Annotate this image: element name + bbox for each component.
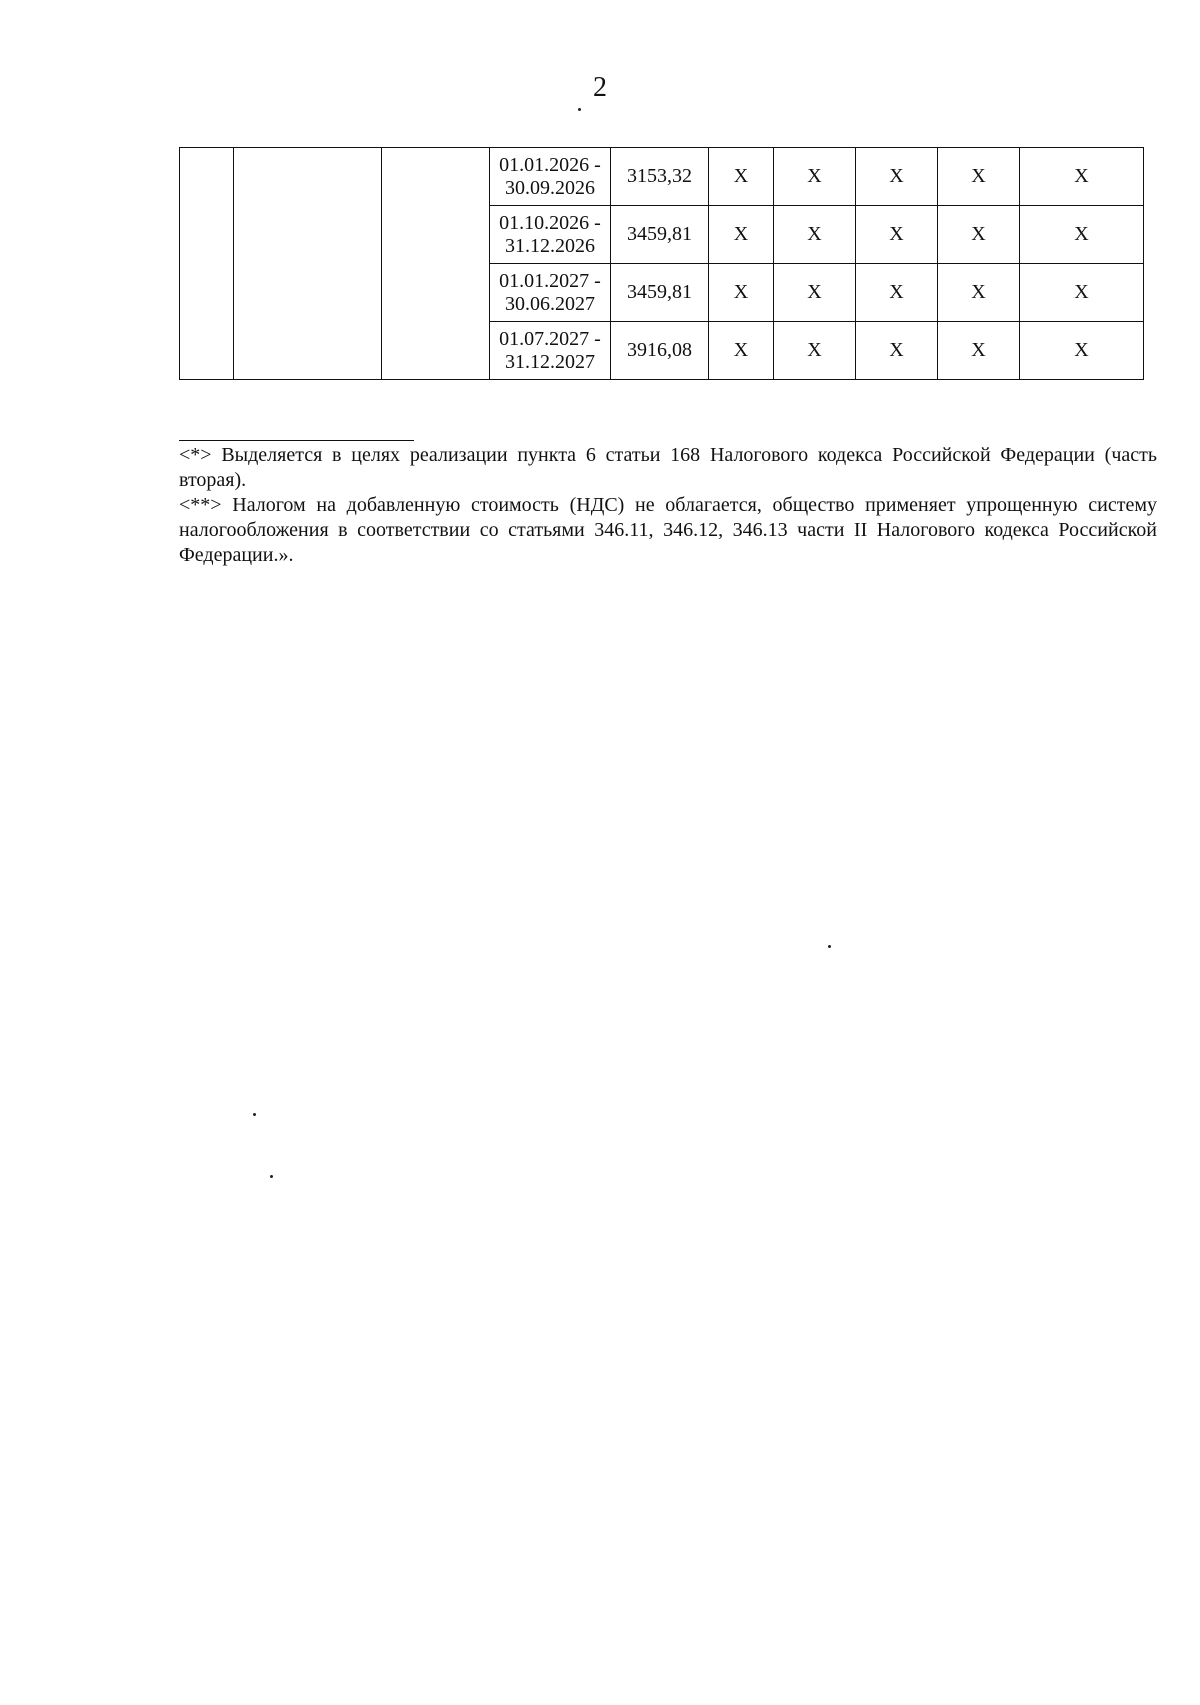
period-start: 01.01.2027 -	[499, 269, 601, 292]
mark-cell: X	[709, 148, 774, 206]
mark-cell: X	[856, 206, 938, 264]
price-cell: 3459,81	[611, 206, 709, 264]
price-cell: 3153,32	[611, 148, 709, 206]
table-row	[180, 148, 1144, 206]
period-end: 30.06.2027	[505, 292, 595, 315]
mark-cell: X	[774, 206, 856, 264]
period-end: 31.12.2026	[505, 234, 595, 257]
mark-cell: X	[709, 322, 774, 380]
mark-cell: X	[938, 148, 1020, 206]
mark-cell: X	[938, 264, 1020, 322]
period-cell	[490, 206, 611, 264]
scan-speck	[270, 1175, 273, 1178]
mark-cell: X	[1020, 322, 1144, 380]
mark-cell: X	[1020, 264, 1144, 322]
mark-cell: X	[774, 264, 856, 322]
price-cell: 3916,08	[611, 322, 709, 380]
period-end: 31.12.2027	[505, 350, 595, 373]
period-end: 30.09.2026	[505, 176, 595, 199]
empty-cell	[180, 148, 234, 380]
mark-cell: X	[774, 322, 856, 380]
footnotes	[179, 443, 1157, 568]
footnote-divider	[179, 440, 414, 441]
mark-cell: X	[709, 264, 774, 322]
mark-cell: X	[856, 148, 938, 206]
footnote: <*> Выделяется в целях реализации пункта 6 статьи 168 Налогового кодекса Российской Федерации (часть вторая).	[179, 444, 1157, 491]
mark-cell: X	[1020, 148, 1144, 206]
footnote: <**> Налогом на добавленную стоимость (НДС) не облагается, общество применяет упрощенную систему налогообложения в соответствии со статьями 346.11, 346.12, 346.13 части II Налогового кодекса Российской Федерации.».	[179, 494, 1157, 566]
period-cell	[490, 322, 611, 380]
scan-speck	[828, 945, 831, 948]
scan-speck	[578, 108, 581, 111]
mark-cell: X	[1020, 206, 1144, 264]
period-cell	[490, 264, 611, 322]
page-number: 2	[593, 72, 607, 103]
mark-cell: X	[856, 322, 938, 380]
empty-cell	[234, 148, 382, 380]
mark-cell: X	[938, 322, 1020, 380]
mark-cell: X	[856, 264, 938, 322]
mark-cell: X	[709, 206, 774, 264]
scan-speck	[253, 1113, 256, 1116]
mark-cell: X	[938, 206, 1020, 264]
mark-cell: X	[774, 148, 856, 206]
period-cell	[490, 148, 611, 206]
empty-cell	[382, 148, 490, 380]
price-cell: 3459,81	[611, 264, 709, 322]
period-start: 01.07.2027 -	[499, 327, 601, 350]
period-start: 01.10.2026 -	[499, 211, 601, 234]
tariff-table	[179, 147, 1144, 380]
period-start: 01.01.2026 -	[499, 153, 601, 176]
